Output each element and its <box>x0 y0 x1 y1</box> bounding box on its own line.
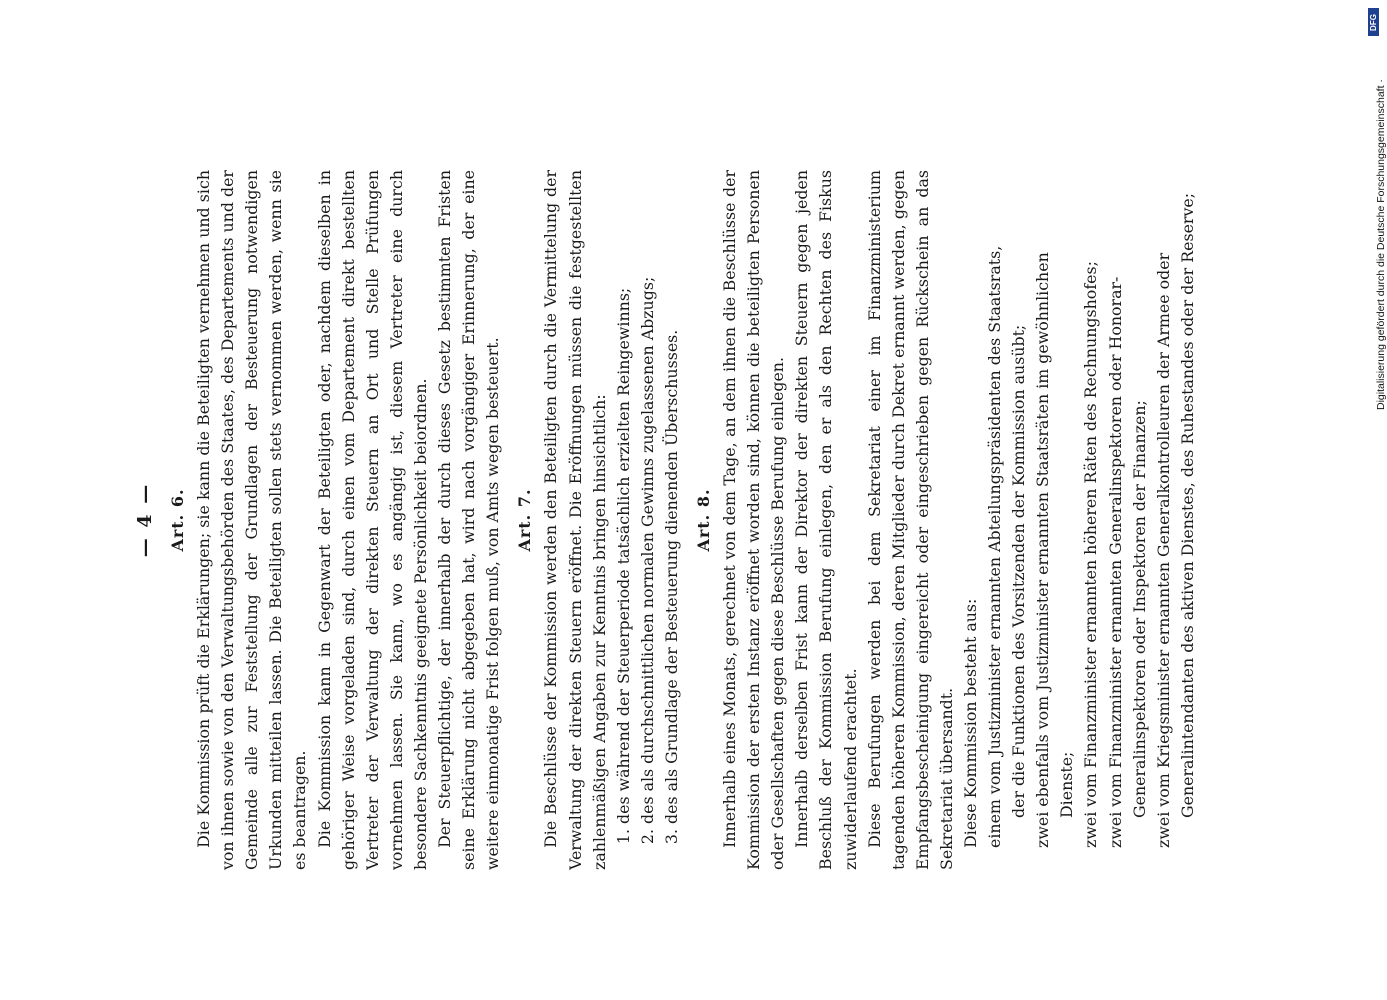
article-8-paragraph-3: Diese Berufungen werden bei dem Sekretariat einer im Finanzministerium tagenden höheren Kommission, deren Mitglieder durch Dekret ernannt werden, gegen Empfangsbescheinigung eingereicht oder eingeschrieben gegen Rückschein an das Sekretariat übersandt. <box>864 170 956 870</box>
article-8-heading: Art. 8. <box>693 488 713 552</box>
dfg-logo <box>1368 8 1379 36</box>
article-6-paragraph-3: Der Steuerpflichtige, der innerhalb der durch dieses Gesetz bestimmten Fristen seine Erklärung nicht abgegeben hat, wird nach vorgängiger Erinnerung, der eine weitere einmonatige Frist folgen muß, von Amts wegen besteuert. <box>435 170 503 870</box>
list-item <box>1104 170 1152 848</box>
list-item <box>1079 170 1103 848</box>
list-item: 1. des während der Steuerperiode tatsächlich erzielten Reingewinns; <box>612 170 636 824</box>
article-6-paragraph-2: Die Kommission kann in Gegenwart der Beteiligten oder, nachdem dieselben in gehöriger Weise vorgeladen sind, durch einen vom Departement direkt bestellten Vertreter der Verwaltung der direkten Steuern an Ort und Stelle Prüfungen vornehmen lassen. Sie kann, wo es angängig ist, diesem Vertreter eine durch besondere Sachkenntnis geeignete Persönlichkeit beiordnen. <box>314 170 430 870</box>
member-line: einem vom Justizminister ernannten Abteilungspräsidenten des Staatsrats, <box>985 245 1005 848</box>
member-line: zwei vom Finanzminister ernannten höheren Räten des Rechnungshofes; <box>1081 261 1101 848</box>
member-line-continuation: Generalinspektoren oder Inspektoren der Finanzen; <box>1129 400 1149 818</box>
member-line-continuation: der die Funktionen des Vorsitzenden der Kommission ausübt; <box>1009 324 1029 818</box>
list-item <box>983 170 1031 848</box>
member-line: zwei ebenfalls vom Justizminister ernannten Staatsräten im gewöhnlichen <box>1033 252 1053 848</box>
list-item <box>1152 170 1200 848</box>
member-line: zwei vom Finanzminister ernannten Generalinspektoren oder Honorar- <box>1105 276 1125 848</box>
list-item <box>1031 170 1079 848</box>
list-item: 3. des als Grundlage der Besteuerung dienenden Überschusses. <box>660 170 684 824</box>
article-8-paragraph-2: Innerhalb derselben Frist kann der Direktor der direkten Steuern gegen jeden Beschluß der Kommission Berufung einlegen, den er als den Rechten des Fiskus zuwiderlaufend erachtet. <box>792 170 860 870</box>
rotated-text-block <box>128 170 1218 870</box>
list-item: 2. des als durchschnittlichen normalen Gewinns zugelassenen Abzugs; <box>636 170 660 824</box>
article-8-paragraph-4: Diese Kommission besteht aus: <box>961 598 980 848</box>
member-line-continuation: Generalintendanten des aktiven Dienstes, des Ruhestandes oder der Reserve; <box>1177 192 1197 818</box>
article-6-heading: Art. 6. <box>168 488 187 552</box>
dfg-logo-text: DFG <box>1369 13 1379 31</box>
member-line-continuation: Dienste; <box>1057 751 1077 818</box>
commission-members-list <box>983 170 1200 870</box>
article-7-list <box>612 170 684 870</box>
page-number-header: — 4 — <box>134 482 156 558</box>
article-6-paragraph-1: Die Kommission prüft die Erklärungen; sie kann die Beteiligten vernehmen und sich von ihnen sowie von den Verwaltungsbehörden des Staates, des Departements und der Gemeinde alle zur Feststellung der Grundlagen der Besteuerung notwendigen Urkunden mitteilen lassen. Die Beteiligten sollen stets vernommen werden, wenn sie es beantragen. <box>194 170 310 870</box>
article-8-paragraph-1: Innerhalb eines Monats, gerechnet von dem Tage, an dem ihnen die Beschlüsse der Kommission der ersten Instanz eröffnet worden sind, können die beteiligten Personen oder Gesellschaften gegen diese Beschlüsse Berufung einlegen. <box>720 170 788 870</box>
digitization-credit: Digitalisierung gefördert durch die Deutsche Forschungsgemeinschaft · <box>1375 79 1387 410</box>
article-7-heading: Art. 7. <box>515 488 535 552</box>
article-7-paragraph-1: Die Beschlüsse der Kommission werden den Beteiligten durch die Vermittelung der Verwaltung der direkten Steuern eröffnet. Die Eröffnungen müssen die festgestellten zahlenmäßigen Angaben zur Kenntnis bringen hinsichtlich: <box>541 170 609 870</box>
member-line: zwei vom Kriegsminister ernannten Generalkontrolleuren der Armee oder <box>1153 252 1173 848</box>
